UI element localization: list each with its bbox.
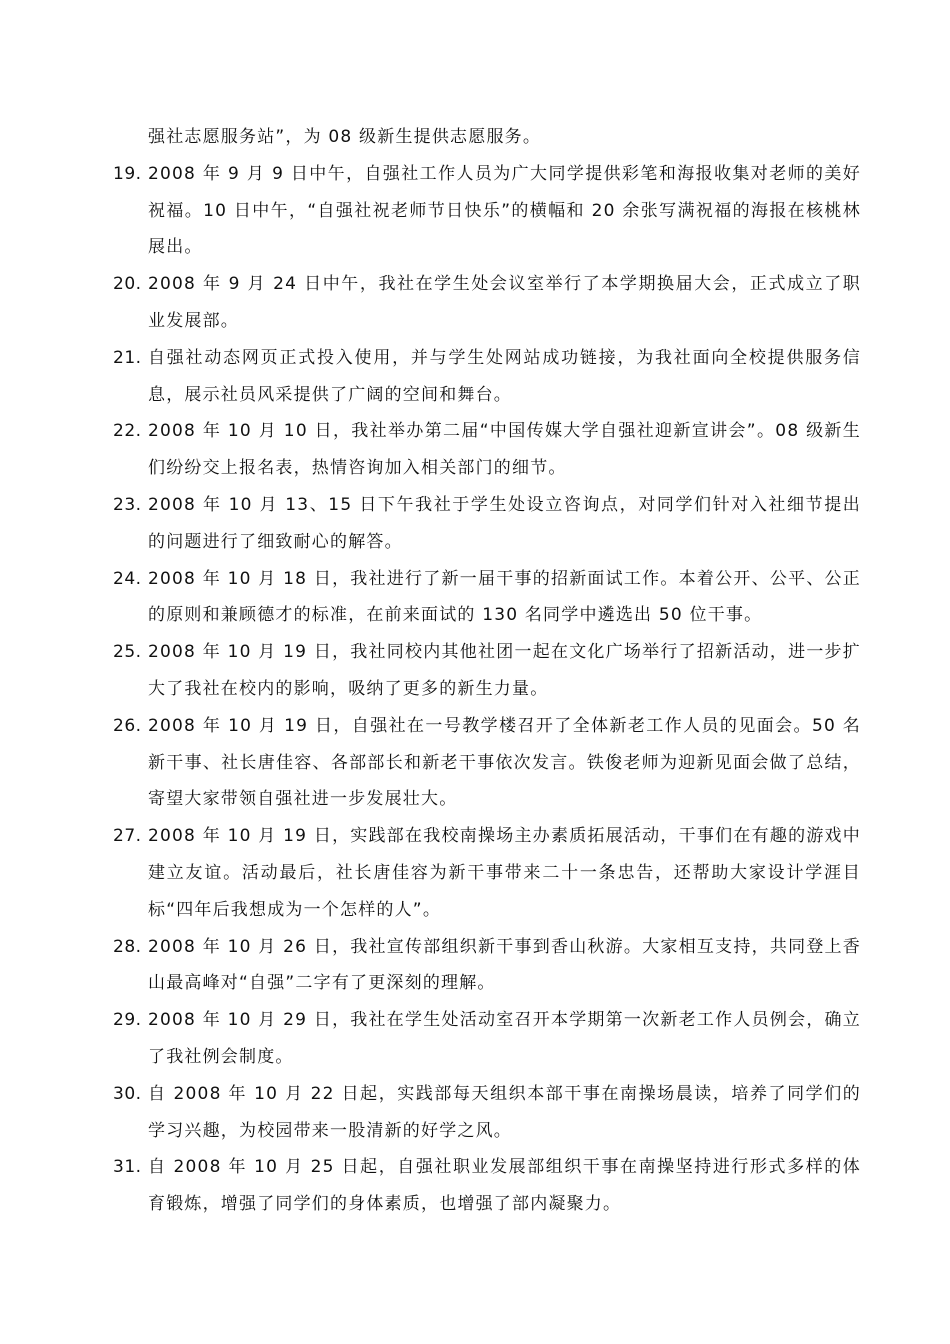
list-item-number: 31. xyxy=(113,1157,142,1178)
list-item xyxy=(113,561,861,635)
list-item-number: 19. xyxy=(113,163,142,184)
continued-paragraph: 强社志愿服务站”，为 08 级新生提供志愿服务。 xyxy=(148,127,542,147)
list-item-text: 2008 年 10 月 18 日，我社进行了新一届干事的招新面试工作。本着公开、公平、公正的原则和兼顾德才的标准，在前来面试的 130 名同学中遴选出 50 位干事。 xyxy=(148,568,861,626)
list-item-text: 2008 年 10 月 29 日，我社在学生处活动室召开本学期第一次新老工作人员例会，确立了我社例会制度。 xyxy=(148,1010,861,1067)
list-item xyxy=(113,708,861,818)
numbered-list xyxy=(113,156,861,1223)
list-item-text: 2008 年 10 月 19 日，自强社在一号教学楼召开了全体新老工作人员的见面会。50 名新干事、社长唐佳容、各部部长和新老干事依次发言。铁俊老师为迎新见面会做了总结，寄望大家带领自强社进一步发展壮大。 xyxy=(148,715,861,810)
list-item-text: 2008 年 10 月 19 日，我社同校内其他社团一起在文化广场举行了招新活动，进一步扩大了我社在校内的影响，吸纳了更多的新生力量。 xyxy=(148,642,861,699)
list-item-number: 22. xyxy=(113,421,142,442)
list-item-text: 2008 年 9 月 9 日中午，自强社工作人员为广大同学提供彩笔和海报收集对老师的美好祝福。10 日中午，“自强社祝老师节日快乐”的横幅和 20 余张写满祝福的海报在核桃林展出。 xyxy=(148,163,861,258)
list-item-number: 21. xyxy=(113,347,142,368)
list-item-text: 2008 年 10 月 10 日，我社举办第二届“中国传媒大学自强社迎新宣讲会”。08 级新生们纷纷交上报名表，热情咨询加入相关部门的细节。 xyxy=(148,421,861,479)
list-item xyxy=(113,487,861,561)
list-item xyxy=(113,413,861,487)
list-item-number: 29. xyxy=(113,1010,142,1031)
list-item-number: 24. xyxy=(113,568,142,589)
list-item-number: 23. xyxy=(113,494,142,515)
list-item-text: 自强社动态网页正式投入使用，并与学生处网站成功链接，为我社面向全校提供服务信息，展示社员风采提供了广阔的空间和舞台。 xyxy=(148,347,861,405)
list-item-number: 28. xyxy=(113,936,142,957)
list-item-number: 30. xyxy=(113,1083,142,1104)
list-item xyxy=(113,1002,861,1076)
list-item-text: 2008 年 9 月 24 日中午，我社在学生处会议室举行了本学期换届大会，正式成立了职业发展部。 xyxy=(148,274,861,331)
list-item xyxy=(113,634,861,708)
document-body xyxy=(113,119,861,1223)
list-item-text: 自 2008 年 10 月 25 日起，自强社职业发展部组织干事在南操坚持进行形式多样的体育锻炼，增强了同学们的身体素质，也增强了部内凝聚力。 xyxy=(148,1157,861,1215)
list-item-text: 2008 年 10 月 13、15 日下午我社于学生处设立咨询点，对同学们针对入社细节提出的问题进行了细致耐心的解答。 xyxy=(148,494,861,552)
list-item xyxy=(113,156,861,266)
list-item-text: 2008 年 10 月 26 日，我社宣传部组织新干事到香山秋游。大家相互支持，共同登上香山最高峰对“自强”二字有了更深刻的理解。 xyxy=(148,936,861,994)
list-item xyxy=(113,340,861,414)
list-item xyxy=(113,1076,861,1150)
list-item-number: 27. xyxy=(113,826,142,847)
list-item-text: 2008 年 10 月 19 日，实践部在我校南操场主办素质拓展活动，干事们在有趣的游戏中建立友谊。活动最后，社长唐佳容为新干事带来二十一条忠告，还帮助大家设计学涯目标“四年后我想成为一个怎样的人”。 xyxy=(148,826,861,920)
list-item-number: 26. xyxy=(113,715,142,736)
list-item xyxy=(113,1149,861,1223)
list-item-number: 20. xyxy=(113,274,142,295)
list-item-text: 自 2008 年 10 月 22 日起，实践部每天组织本部干事在南操场晨读，培养了同学们的学习兴趣，为校园带来一股清新的好学之风。 xyxy=(148,1083,861,1141)
list-item-number: 25. xyxy=(113,642,142,663)
list-item xyxy=(113,818,861,928)
list-item xyxy=(113,929,861,1003)
list-item xyxy=(113,266,861,340)
